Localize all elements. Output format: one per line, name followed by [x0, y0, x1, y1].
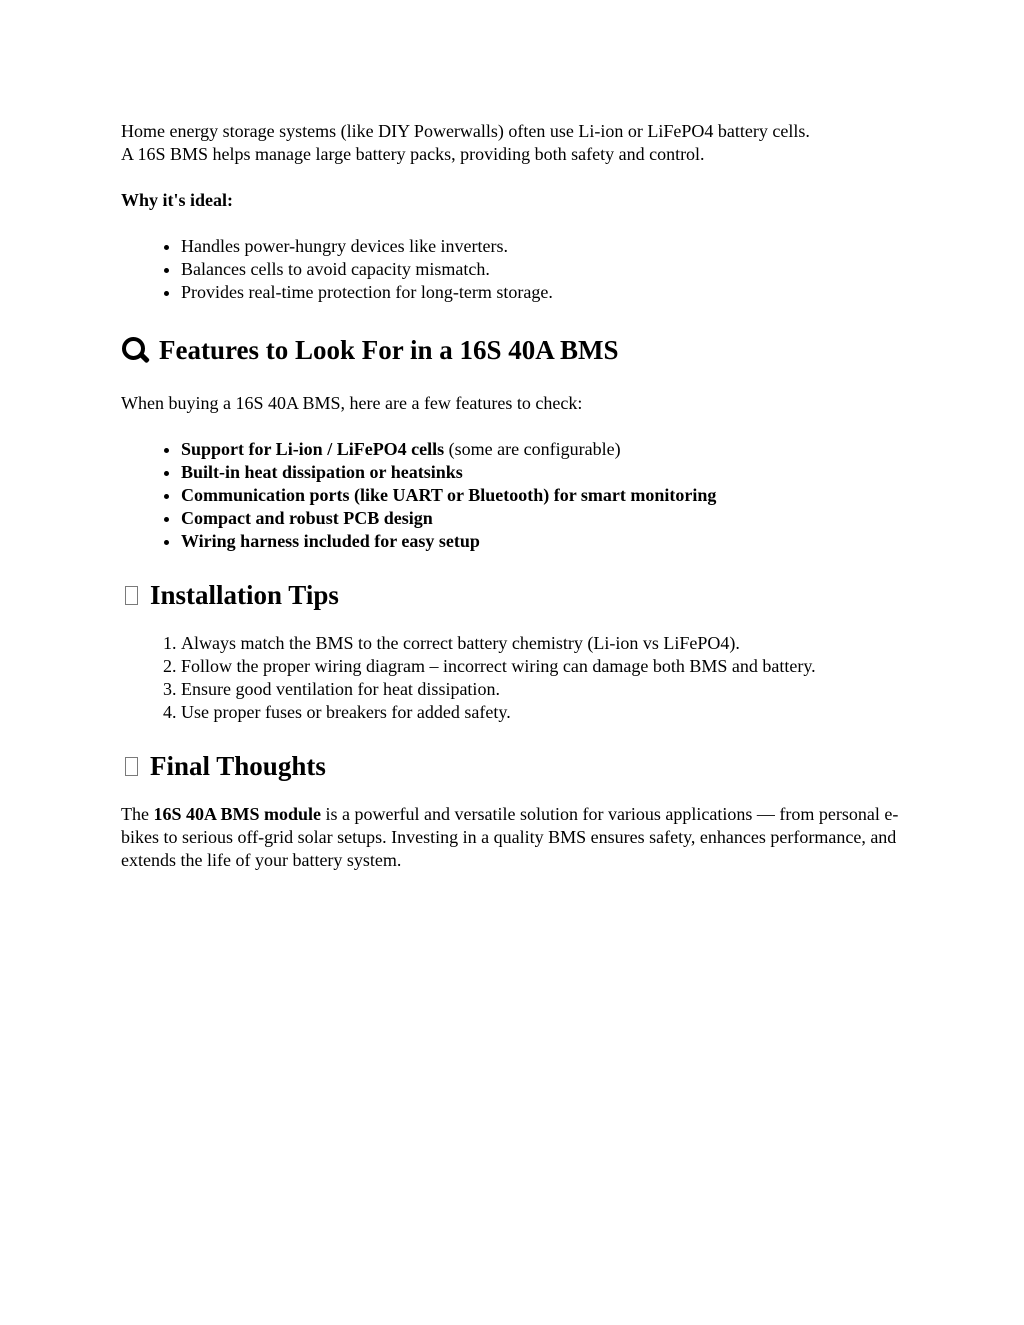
why-ideal-list: [121, 235, 911, 304]
intro-line-2: A 16S BMS helps manage large battery packs, providing both safety and control.: [121, 144, 705, 164]
list-item: • Wiring harness included for easy setup: [181, 530, 911, 553]
intro-line-1: Home energy storage systems (like DIY Powerwalls) often use Li-ion or LiFePO4 battery cells.: [121, 121, 810, 141]
features-heading-text: Features to Look For in a 16S 40A BMS: [159, 335, 619, 365]
document-page: [121, 120, 911, 872]
installation-heading-text: Installation Tips: [150, 580, 339, 610]
final-heading-text: Final Thoughts: [150, 751, 326, 781]
intro-paragraph: [121, 120, 911, 166]
list-item: • Compact and robust PCB design: [181, 507, 911, 530]
list-item: • Provides real-time protection for long-term storage.: [181, 281, 911, 304]
final-heading: [121, 750, 911, 782]
magnifier-icon: [121, 335, 151, 365]
installation-list: [121, 632, 911, 724]
list-item: • Built-in heat dissipation or heatsinks: [181, 461, 911, 484]
final-paragraph: The 16S 40A BMS module is a powerful and versatile solution for various applications — from personal e-bikes to serious off-grid solar setups. Investing in a quality BMS ensures safety, enhances performance, and extends the life of your battery system.: [121, 804, 899, 870]
features-list: [121, 438, 911, 553]
list-item: • Support for Li-ion / LiFePO4 cells (some are configurable): [181, 438, 911, 461]
installation-heading: [121, 579, 911, 611]
list-item: • Communication ports (like UART or Bluetooth) for smart monitoring: [181, 484, 911, 507]
why-ideal-label: Why it's ideal:: [121, 190, 234, 210]
final-bold-term: 16S 40A BMS module: [153, 804, 322, 824]
features-intro: When buying a 16S 40A BMS, here are a few features to check:: [121, 393, 583, 413]
list-item: 3. Ensure good ventilation for heat dissipation.: [181, 678, 911, 701]
list-item: 4. Use proper fuses or breakers for added safety.: [181, 701, 911, 724]
list-item: 1. Always match the BMS to the correct battery chemistry (Li-ion vs LiFePO4).: [181, 632, 911, 655]
list-item: 2. Follow the proper wiring diagram – incorrect wiring can damage both BMS and battery.: [181, 655, 911, 678]
missing-glyph-icon: [125, 757, 138, 776]
missing-glyph-icon: [125, 586, 138, 605]
features-heading: [121, 334, 911, 366]
list-item: • Handles power-hungry devices like inverters.: [181, 235, 911, 258]
list-item: • Balances cells to avoid capacity mismatch.: [181, 258, 911, 281]
